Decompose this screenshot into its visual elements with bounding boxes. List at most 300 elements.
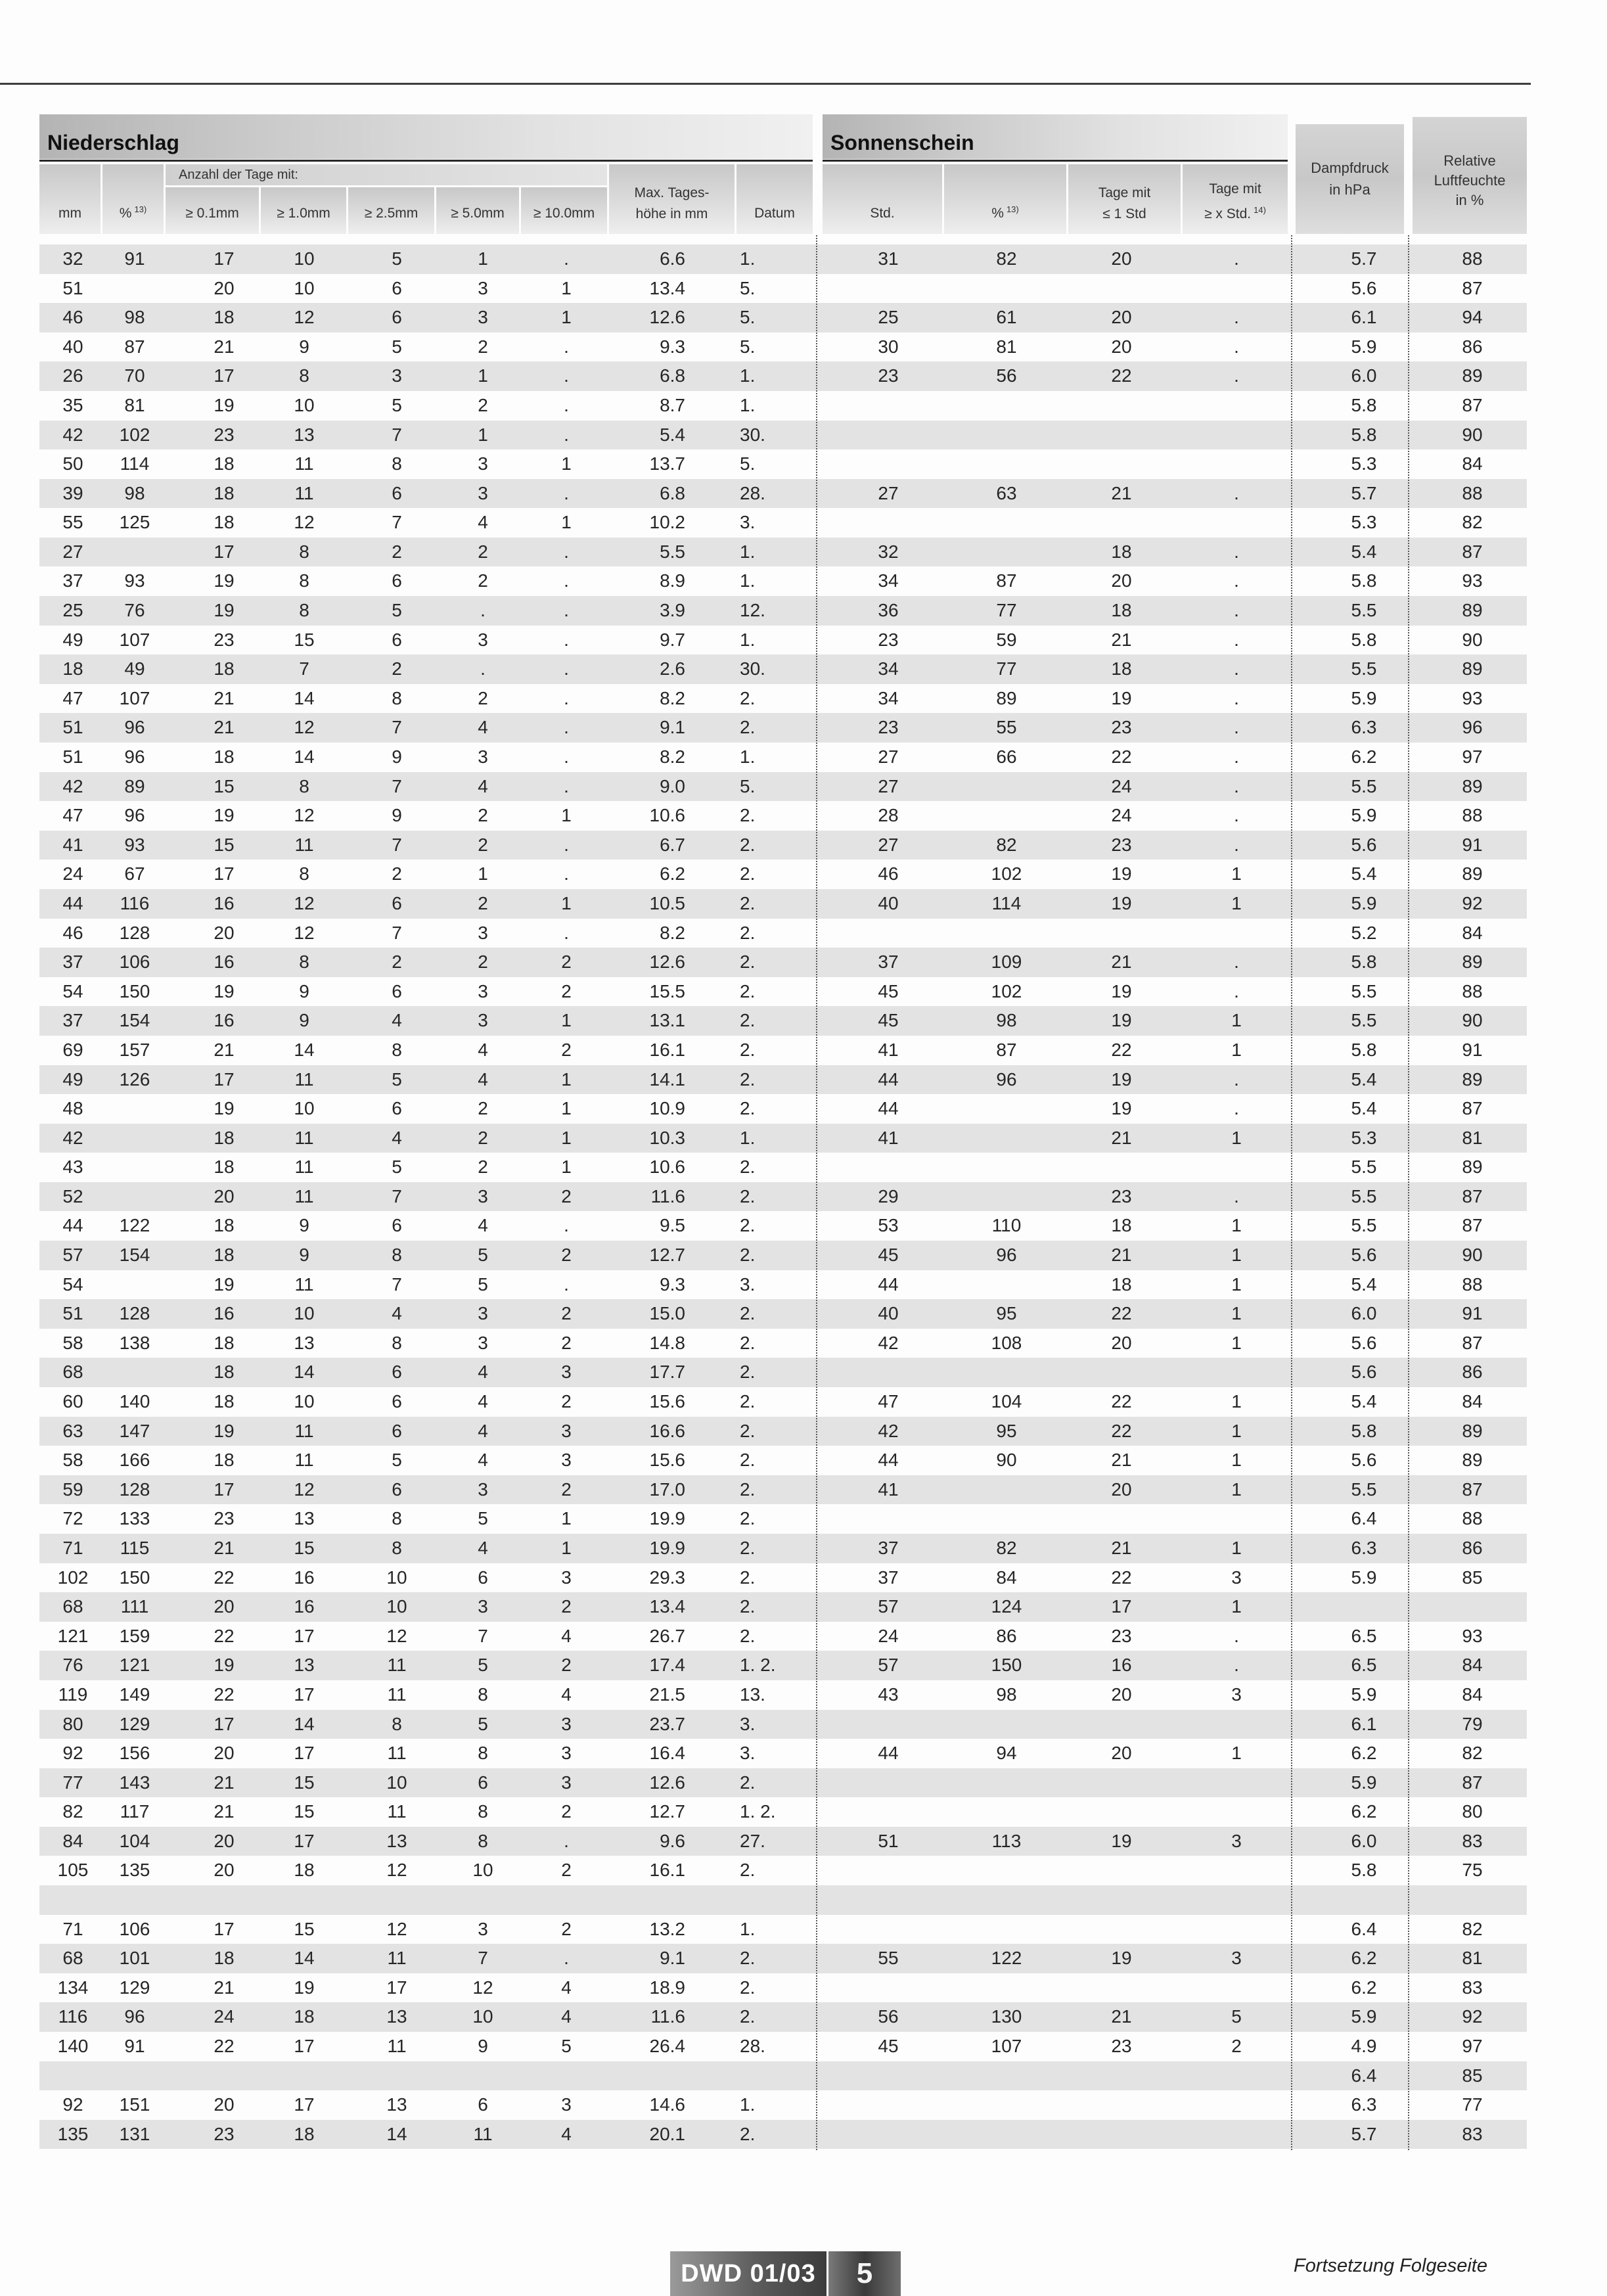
cell-precip-mm: 55	[62, 512, 83, 533]
cell-days-ge-5-0mm: 2	[478, 570, 488, 591]
cell-precip-percent: 166	[119, 1450, 150, 1471]
vapor-label-line-2: in hPa	[1329, 181, 1370, 198]
cell-max-date: 2.	[740, 1567, 756, 1588]
cell-days-ge-0-1mm: 22	[214, 2035, 235, 2056]
cell-days-ge-0-1mm: 18	[214, 1157, 235, 1178]
cell-days-ge-5-0mm: 2	[478, 394, 488, 415]
cell-days-ge-10-0mm: 2	[561, 952, 572, 973]
cell-max-daily-precip: 6.2	[660, 863, 685, 884]
cell-days-ge-x-h-sun: 1	[1231, 1215, 1242, 1236]
col-header-relative-humidity	[1413, 117, 1527, 234]
cell-precip-percent: 106	[119, 952, 150, 973]
cell-max-daily-precip: 17.4	[649, 1655, 685, 1676]
cell-precip-mm: 44	[62, 1215, 83, 1236]
cell-days-ge-10-0mm: 4	[561, 2006, 572, 2027]
cell-days-ge-10-0mm: 2	[561, 1801, 572, 1822]
cell-days-ge-1-0mm: 8	[299, 863, 309, 884]
cell-relative-humidity: 89	[1462, 1157, 1483, 1178]
cell-max-date: 2.	[740, 1303, 756, 1324]
cell-max-date: 2.	[740, 1185, 756, 1206]
cell-precip-mm: 51	[62, 717, 83, 738]
table-row	[39, 1094, 1527, 1124]
humidity-label-line-1: Relative	[1443, 152, 1496, 169]
cell-precip-mm: 49	[62, 1068, 83, 1090]
cell-days-ge-2-5mm: 2	[392, 952, 402, 973]
cell-max-daily-precip: 26.4	[649, 2035, 685, 2056]
cell-vapor-pressure: 5.4	[1351, 1391, 1377, 1412]
table-row	[39, 2002, 1527, 2032]
cell-days-ge-1-0mm: 11	[294, 1420, 314, 1441]
cell-sunshine-hours: 45	[878, 2035, 899, 2056]
cell-days-ge-0-1mm: 21	[214, 1537, 235, 1558]
cell-sunshine-percent: 96	[996, 1245, 1017, 1266]
cell-vapor-pressure: 5.9	[1351, 892, 1377, 913]
cell-relative-humidity: 91	[1462, 1039, 1483, 1060]
cell-days-ge-2-5mm: 6	[392, 892, 402, 913]
cell-max-daily-precip: 6.8	[660, 365, 685, 386]
cell-vapor-pressure: 5.9	[1351, 336, 1377, 357]
cell-vapor-pressure: 5.3	[1351, 453, 1377, 474]
cell-days-ge-10-0mm: 2	[561, 1039, 572, 1060]
cell-sunshine-hours: 44	[878, 1743, 899, 1764]
cell-days-ge-2-5mm: 6	[392, 570, 402, 591]
col-header-ge-10-0mm-label: ≥ 10.0mm	[533, 206, 595, 221]
cell-days-le-1h-sun: 20	[1111, 248, 1132, 269]
cell-vapor-pressure: 6.3	[1351, 717, 1377, 738]
cell-max-daily-precip: 14.6	[649, 2094, 685, 2115]
cell-max-date: 2.	[740, 2006, 756, 2027]
cell-max-daily-precip: 10.5	[649, 892, 685, 913]
sonnenschein-title: Sonnenschein	[830, 131, 974, 154]
cell-days-le-1h-sun: 18	[1111, 1215, 1132, 1236]
cell-days-ge-5-0mm: 6	[478, 2094, 488, 2115]
cell-vapor-pressure: 5.8	[1351, 570, 1377, 591]
cell-precip-mm: 37	[62, 1010, 83, 1031]
cell-precip-percent: 129	[119, 1713, 150, 1734]
col-header-precip-percent	[102, 164, 164, 234]
cell-max-daily-precip: 13.2	[649, 1918, 685, 1939]
cell-relative-humidity: 81	[1462, 1948, 1483, 1969]
vapor-label-line-1: Dampfdruck	[1311, 160, 1389, 176]
max-label-line-1: Max. Tages-	[634, 185, 710, 200]
cell-max-daily-precip: 8.2	[660, 922, 685, 943]
cell-max-date: 3.	[740, 1713, 756, 1734]
column-separator	[816, 235, 817, 2150]
cell-precip-mm: 35	[62, 394, 83, 415]
cell-precip-percent: 151	[119, 2094, 150, 2115]
cell-days-ge-10-0mm: .	[564, 1215, 569, 1236]
column-separator	[1291, 235, 1292, 2150]
cell-precip-percent: 107	[119, 687, 150, 708]
cell-days-le-1h-sun: 17	[1111, 1596, 1132, 1617]
cell-sunshine-percent: 110	[991, 1215, 1022, 1236]
cell-days-ge-0-1mm: 18	[214, 482, 235, 503]
cell-days-ge-5-0mm: 3	[478, 1479, 488, 1500]
continuation-note: Fortsetzung Folgeseite	[1294, 2255, 1487, 2276]
cell-relative-humidity: 88	[1462, 482, 1483, 503]
cell-precip-percent: 107	[119, 629, 150, 650]
cell-sunshine-hours: 44	[878, 1068, 899, 1090]
cell-days-le-1h-sun: 19	[1111, 687, 1132, 708]
cell-days-ge-10-0mm: 1	[561, 453, 572, 474]
humidity-label-line-3: in %	[1455, 192, 1484, 208]
cell-days-ge-5-0mm: 10	[472, 1860, 493, 1881]
cell-precip-mm: 42	[62, 1127, 83, 1148]
cell-days-ge-10-0mm: 5	[561, 2035, 572, 2056]
cell-max-date: 12.	[740, 600, 765, 621]
cell-days-ge-2-5mm: 7	[392, 1185, 402, 1206]
cell-days-ge-5-0mm: 2	[478, 1098, 488, 1119]
cell-days-ge-1-0mm: 16	[294, 1567, 315, 1588]
cell-sunshine-percent: 130	[991, 2006, 1022, 2027]
cell-max-date: 5.	[740, 336, 756, 357]
cell-sunshine-hours: 34	[878, 658, 899, 679]
cell-days-ge-10-0mm: 1	[561, 1010, 572, 1031]
cell-max-date: 5.	[740, 775, 756, 796]
cell-days-ge-0-1mm: 17	[214, 1068, 235, 1090]
cell-days-ge-x-h-sun: .	[1234, 248, 1239, 269]
cell-days-ge-10-0mm: 3	[561, 1567, 572, 1588]
cell-days-ge-x-h-sun: 3	[1231, 1948, 1242, 1969]
cell-relative-humidity: 86	[1462, 1362, 1483, 1383]
cell-days-ge-2-5mm: 6	[392, 482, 402, 503]
cell-precip-percent: 106	[119, 1918, 150, 1939]
cell-sunshine-hours: 23	[878, 365, 899, 386]
cell-days-ge-0-1mm: 16	[214, 1010, 235, 1031]
cell-precip-percent: 93	[124, 834, 145, 855]
cell-days-ge-x-h-sun: .	[1234, 541, 1239, 562]
cell-days-ge-5-0mm: 4	[478, 717, 488, 738]
cell-sunshine-hours: 23	[878, 717, 899, 738]
cell-precip-mm: 51	[62, 746, 83, 768]
cell-precip-percent: 154	[119, 1245, 150, 1266]
cell-max-daily-precip: 11.6	[650, 2006, 685, 2027]
cell-days-ge-10-0mm: 1	[561, 1127, 572, 1148]
cell-days-ge-0-1mm: 23	[214, 2123, 235, 2144]
cell-precip-mm: 42	[62, 775, 83, 796]
cell-days-ge-10-0mm: 1	[561, 1508, 572, 1529]
cell-days-ge-10-0mm: 1	[561, 892, 572, 913]
cell-days-ge-1-0mm: 17	[294, 2035, 315, 2056]
cell-precip-percent: 128	[119, 922, 150, 943]
cell-days-ge-5-0mm: 3	[478, 277, 488, 298]
cell-relative-humidity: 89	[1462, 952, 1483, 973]
humidity-label-line-2: Luftfeuchte	[1434, 172, 1506, 189]
cell-precip-percent: 121	[119, 1655, 150, 1676]
vapor-pressure-label	[1296, 157, 1404, 200]
cell-relative-humidity: 93	[1462, 570, 1483, 591]
cell-precip-mm: 77	[62, 1772, 83, 1793]
cell-max-daily-precip: 12.6	[649, 1772, 685, 1793]
cell-days-le-1h-sun: 19	[1111, 1098, 1132, 1119]
table-row	[39, 889, 1527, 919]
cell-days-ge-0-1mm: 20	[214, 1860, 235, 1881]
cell-days-le-1h-sun: 23	[1111, 1185, 1132, 1206]
footnote-13: 13)	[134, 204, 147, 214]
cell-precip-mm: 43	[62, 1157, 83, 1178]
table-row	[39, 654, 1527, 684]
cell-days-ge-2-5mm: 12	[386, 1860, 407, 1881]
cell-sunshine-hours: 42	[878, 1420, 899, 1441]
cell-max-daily-precip: 19.9	[649, 1537, 685, 1558]
cell-days-le-1h-sun: 19	[1111, 1068, 1132, 1090]
cell-days-ge-0-1mm: 20	[214, 922, 235, 943]
cell-vapor-pressure: 5.5	[1351, 980, 1377, 1001]
cell-precip-mm: 51	[62, 1303, 83, 1324]
table-row	[39, 1739, 1527, 1768]
cell-precip-percent: 159	[119, 1625, 150, 1646]
cell-days-ge-1-0mm: 15	[294, 1537, 315, 1558]
cell-days-ge-1-0mm: 13	[294, 424, 315, 445]
cell-days-ge-1-0mm: 18	[294, 2123, 315, 2144]
cell-days-ge-x-h-sun: 1	[1231, 1596, 1242, 1617]
cell-sunshine-hours: 53	[878, 1215, 899, 1236]
cell-max-date: 1.	[740, 541, 756, 562]
cell-sunshine-percent: 107	[991, 2035, 1022, 2056]
cell-precip-mm: 24	[62, 863, 83, 884]
cell-relative-humidity: 87	[1462, 1098, 1483, 1119]
cell-precip-mm: 37	[62, 952, 83, 973]
cell-days-ge-2-5mm: 9	[392, 746, 402, 768]
col-header-days-le-1h-label	[1068, 183, 1181, 225]
cell-vapor-pressure: 6.2	[1351, 1801, 1377, 1822]
cell-precip-mm: 69	[62, 1039, 83, 1060]
cell-max-date: 2.	[740, 1860, 756, 1881]
cell-days-ge-2-5mm: 7	[392, 424, 402, 445]
cell-relative-humidity: 92	[1462, 2006, 1483, 2027]
cell-days-ge-x-h-sun: 5	[1231, 2006, 1242, 2027]
cell-days-ge-x-h-sun: 1	[1231, 1391, 1242, 1412]
cell-sunshine-hours: 40	[878, 892, 899, 913]
cell-max-daily-precip: 6.8	[660, 482, 685, 503]
cell-sunshine-hours: 46	[878, 863, 899, 884]
cell-precip-percent: 131	[119, 2123, 150, 2144]
cell-max-date: 2.	[740, 1362, 756, 1383]
cell-days-ge-x-h-sun: .	[1234, 775, 1239, 796]
cell-days-ge-2-5mm: 8	[392, 453, 402, 474]
cell-days-ge-x-h-sun: 3	[1231, 1567, 1242, 1588]
cell-sunshine-hours: 37	[878, 1537, 899, 1558]
cell-precip-mm: 42	[62, 424, 83, 445]
table-row	[39, 801, 1527, 831]
cell-days-ge-0-1mm: 18	[214, 1948, 235, 1969]
cell-days-ge-2-5mm: 8	[392, 1332, 402, 1353]
cell-relative-humidity: 87	[1462, 394, 1483, 415]
cell-days-ge-10-0mm: 1	[561, 805, 572, 826]
cell-relative-humidity: 83	[1462, 1830, 1483, 1851]
col-header-mm	[39, 164, 101, 234]
cell-days-ge-2-5mm: 11	[387, 1948, 407, 1969]
cell-max-daily-precip: 8.9	[660, 570, 685, 591]
cell-sunshine-percent: 104	[991, 1391, 1022, 1412]
cell-max-date: 1.	[740, 1127, 756, 1148]
cell-precip-mm: 46	[62, 307, 83, 328]
cell-relative-humidity: 93	[1462, 1625, 1483, 1646]
cell-precip-percent: 115	[120, 1537, 150, 1558]
cell-max-date: 1.	[740, 746, 756, 768]
cell-vapor-pressure: 5.9	[1351, 1684, 1377, 1705]
cell-sunshine-percent: 86	[996, 1625, 1017, 1646]
cell-precip-percent: 101	[119, 1948, 150, 1969]
cell-precip-percent: 154	[119, 1010, 150, 1031]
col-header-ge-0-1mm-label: ≥ 0.1mm	[185, 206, 239, 221]
cell-days-ge-0-1mm: 21	[214, 336, 235, 357]
cell-max-daily-precip: 10.6	[649, 805, 685, 826]
footer-badge	[670, 2251, 826, 2296]
cell-days-ge-1-0mm: 18	[294, 1860, 315, 1881]
table-row	[39, 1973, 1527, 2003]
cell-days-ge-5-0mm: 5	[478, 1713, 488, 1734]
cell-vapor-pressure: 5.8	[1351, 424, 1377, 445]
cell-vapor-pressure: 6.4	[1351, 1508, 1377, 1529]
cell-days-ge-1-0mm: 9	[299, 1245, 309, 1266]
cell-days-ge-2-5mm: 5	[392, 394, 402, 415]
table-row	[39, 1270, 1527, 1300]
cell-vapor-pressure: 5.4	[1351, 1068, 1377, 1090]
cell-days-ge-5-0mm: 6	[478, 1567, 488, 1588]
cell-sunshine-hours: 41	[878, 1039, 899, 1060]
cell-days-le-1h-sun: 21	[1111, 2006, 1132, 2027]
cell-days-ge-1-0mm: 11	[294, 453, 314, 474]
cell-precip-percent: 70	[124, 365, 145, 386]
cell-relative-humidity: 75	[1462, 1860, 1483, 1881]
cell-vapor-pressure: 5.6	[1351, 1450, 1377, 1471]
table-row	[39, 1211, 1527, 1241]
cell-days-ge-5-0mm: 3	[478, 629, 488, 650]
cell-sunshine-hours: 32	[878, 541, 899, 562]
cell-relative-humidity: 90	[1462, 424, 1483, 445]
cell-precip-mm: 59	[62, 1479, 83, 1500]
cell-days-ge-0-1mm: 15	[214, 775, 235, 796]
cell-days-ge-10-0mm: 4	[561, 2123, 572, 2144]
cell-days-ge-0-1mm: 19	[214, 805, 235, 826]
cell-vapor-pressure: 5.6	[1351, 834, 1377, 855]
percent-label: %	[119, 206, 132, 221]
cell-max-date: 2.	[740, 952, 756, 973]
cell-days-ge-0-1mm: 21	[214, 687, 235, 708]
col-header-days-le-1h	[1068, 164, 1181, 234]
cell-days-ge-2-5mm: 8	[392, 1245, 402, 1266]
cell-days-le-1h-sun: 20	[1111, 570, 1132, 591]
cell-max-daily-precip: 13.1	[649, 1010, 685, 1031]
cell-precip-percent: 156	[119, 1743, 150, 1764]
cell-days-ge-2-5mm: 5	[392, 1157, 402, 1178]
cell-vapor-pressure: 5.9	[1351, 1772, 1377, 1793]
cell-days-ge-x-h-sun: .	[1234, 1068, 1239, 1090]
cell-sunshine-hours: 27	[878, 834, 899, 855]
cell-sunshine-hours: 23	[878, 629, 899, 650]
cell-precip-mm: 92	[62, 1743, 83, 1764]
cell-max-date: 2.	[740, 1772, 756, 1793]
cell-precip-percent: 143	[119, 1772, 150, 1793]
cell-precip-mm: 82	[62, 1801, 83, 1822]
cell-days-ge-2-5mm: 2	[392, 658, 402, 679]
cell-relative-humidity: 88	[1462, 248, 1483, 269]
cell-max-date: 2.	[740, 1245, 756, 1266]
cell-precip-percent: 96	[124, 746, 145, 768]
cell-max-daily-precip: 14.8	[649, 1332, 685, 1353]
cell-sunshine-percent: 84	[996, 1567, 1017, 1588]
cell-relative-humidity: 88	[1462, 1274, 1483, 1295]
cell-sunshine-percent: 109	[991, 952, 1022, 973]
table-row	[39, 449, 1527, 479]
cell-relative-humidity: 94	[1462, 307, 1483, 328]
cell-days-le-1h-sun: 22	[1111, 1303, 1132, 1324]
cell-days-ge-1-0mm: 14	[294, 1948, 315, 1969]
table-row	[39, 1182, 1527, 1212]
cell-sunshine-percent: 66	[996, 746, 1017, 768]
cell-days-ge-1-0mm: 13	[294, 1332, 315, 1353]
cell-relative-humidity: 83	[1462, 2123, 1483, 2144]
cell-vapor-pressure: 5.4	[1351, 541, 1377, 562]
cell-days-ge-0-1mm: 24	[214, 2006, 235, 2027]
cell-max-daily-precip: 9.3	[660, 336, 685, 357]
cell-sunshine-hours: 44	[878, 1098, 899, 1119]
cell-vapor-pressure: 6.4	[1351, 1918, 1377, 1939]
cell-max-daily-precip: 9.5	[660, 1215, 685, 1236]
cell-precip-percent: 122	[119, 1215, 150, 1236]
cell-days-le-1h-sun: 19	[1111, 1010, 1132, 1031]
cell-days-ge-1-0mm: 12	[294, 922, 315, 943]
cell-days-ge-0-1mm: 20	[214, 1830, 235, 1851]
top-rule	[0, 83, 1531, 85]
cell-sunshine-percent: 150	[991, 1655, 1022, 1676]
cell-days-ge-2-5mm: 10	[386, 1596, 407, 1617]
cell-days-ge-1-0mm: 12	[294, 1479, 315, 1500]
cell-days-le-1h-sun: 20	[1111, 1479, 1132, 1500]
cell-days-ge-0-1mm: 16	[214, 952, 235, 973]
cell-days-ge-5-0mm: 3	[478, 1303, 488, 1324]
cell-days-ge-2-5mm: 10	[386, 1772, 407, 1793]
cell-days-le-1h-sun: 18	[1111, 600, 1132, 621]
cell-days-le-1h-sun: 18	[1111, 1274, 1132, 1295]
cell-days-ge-x-h-sun: 1	[1231, 1039, 1242, 1060]
cell-relative-humidity: 87	[1462, 1479, 1483, 1500]
table-row	[39, 1651, 1527, 1680]
cell-days-ge-5-0mm: 10	[472, 2006, 493, 2027]
gex-label-line-2-wrap	[1183, 200, 1288, 225]
column-separator	[1408, 235, 1409, 2150]
cell-days-ge-2-5mm: 11	[387, 2035, 407, 2056]
cell-days-ge-x-h-sun: .	[1234, 1625, 1239, 1646]
cell-days-ge-5-0mm: 3	[478, 307, 488, 328]
cell-max-daily-precip: 29.3	[649, 1567, 685, 1588]
cell-relative-humidity: 90	[1462, 1245, 1483, 1266]
cell-vapor-pressure: 5.6	[1351, 277, 1377, 298]
cell-precip-percent: 87	[124, 336, 145, 357]
cell-days-ge-0-1mm: 19	[214, 600, 235, 621]
niederschlag-title: Niederschlag	[47, 131, 179, 154]
cell-max-date: 2.	[740, 1508, 756, 1529]
cell-days-ge-1-0mm: 8	[299, 541, 309, 562]
cell-max-date: 3.	[740, 1743, 756, 1764]
cell-days-ge-5-0mm: 5	[478, 1508, 488, 1529]
cell-max-daily-precip: 23.7	[649, 1713, 685, 1734]
cell-days-ge-5-0mm: .	[480, 658, 486, 679]
cell-vapor-pressure: 6.0	[1351, 1830, 1377, 1851]
cell-days-ge-0-1mm: 17	[214, 541, 235, 562]
cell-max-date: 2.	[740, 1450, 756, 1471]
cell-days-ge-5-0mm: 3	[478, 922, 488, 943]
cell-precip-percent: 125	[119, 512, 150, 533]
cell-days-ge-5-0mm: 4	[478, 1068, 488, 1090]
cell-precip-percent: 96	[124, 2006, 145, 2027]
cell-sunshine-percent: 59	[996, 629, 1017, 650]
cell-vapor-pressure: 6.2	[1351, 1743, 1377, 1764]
cell-sunshine-hours: 47	[878, 1391, 899, 1412]
cell-max-daily-precip: 18.9	[649, 1977, 685, 1998]
cell-days-ge-0-1mm: 19	[214, 1098, 235, 1119]
